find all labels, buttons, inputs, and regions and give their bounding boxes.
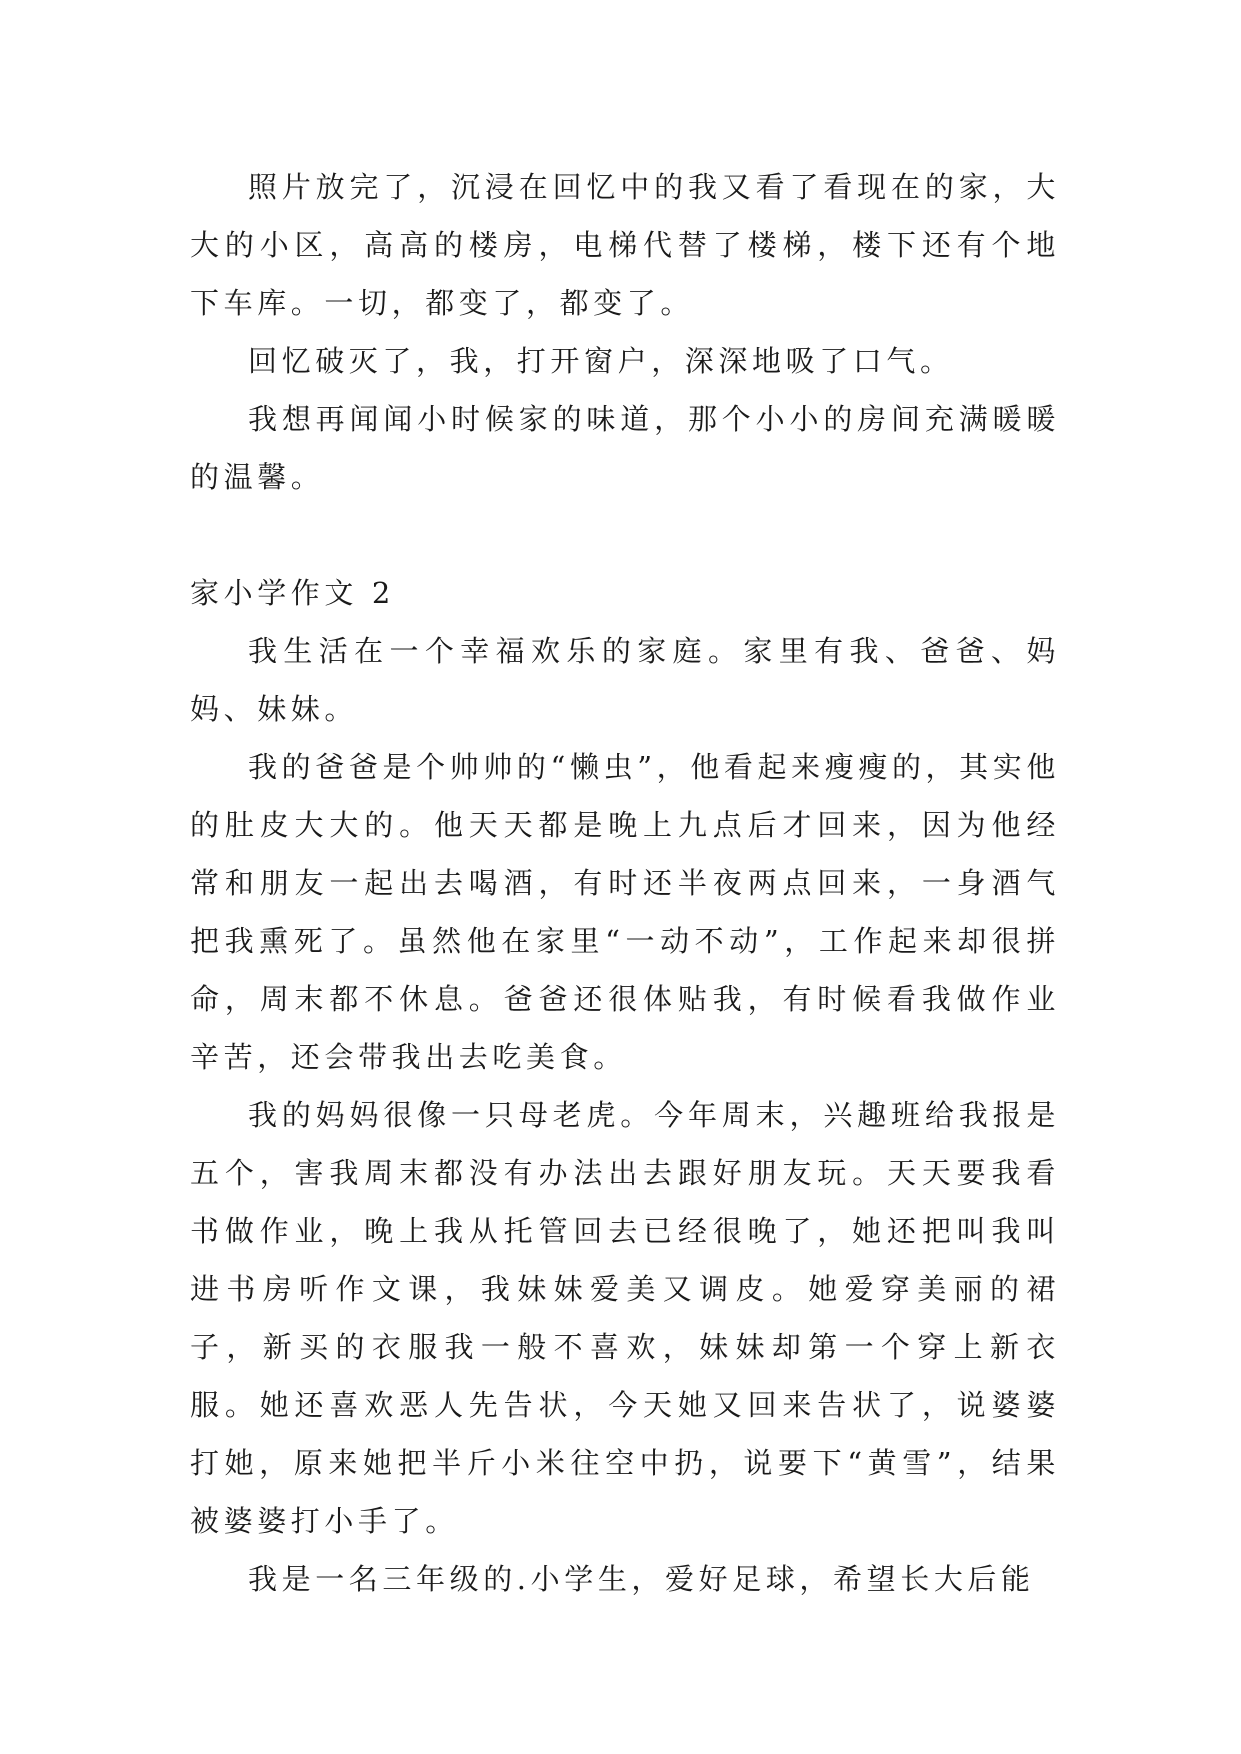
paragraph: 我生活在一个幸福欢乐的家庭。家里有我、爸爸、妈妈、妹妹。 xyxy=(190,634,1060,726)
section-title: 家小学作文 2 xyxy=(190,576,395,610)
paragraph: 照片放完了，沉浸在回忆中的我又看了看现在的家，大大的小区，高高的楼房，电梯代替了楼梯，楼下还有个地下车库。一切，都变了，都变了。 xyxy=(190,170,1060,320)
paragraph: 回忆破灭了，我，打开窗户，深深地吸了口气。 xyxy=(248,344,954,378)
paragraph: 我的爸爸是个帅帅的“懒虫”，他看起来瘦瘦的，其实他的肚皮大大的。他天天都是晚上九点后才回来，因为他经常和朋友一起出去喝酒，有时还半夜两点回来，一身酒气把我熏死了。虽然他在家里“一动不动”，工作起来却很拼命，周末都不休息。爸爸还很体贴我，有时候看我做作业辛苦，还会带我出去吃美食。 xyxy=(190,750,1060,1074)
paragraph: 我想再闻闻小时候家的味道，那个小小的房间充满暖暖的温馨。 xyxy=(190,402,1060,494)
document-body xyxy=(190,158,1060,1608)
paragraph: 我的妈妈很像一只母老虎。今年周末，兴趣班给我报是五个，害我周末都没有办法出去跟好朋友玩。天天要我看书做作业，晚上我从托管回去已经很晚了，她还把叫我叫进书房听作文课，我妹妹爱美又调皮。她爱穿美丽的裙子，新买的衣服我一般不喜欢，妹妹却第一个穿上新衣服。她还喜欢恶人先告状，今天她又回来告状了，说婆婆打她，原来她把半斤小米往空中扔，说要下“黄雪”，结果被婆婆打小手了。 xyxy=(190,1098,1060,1538)
paragraph: 我是一名三年级的.小学生，爱好足球，希望长大后能 xyxy=(248,1562,1035,1596)
